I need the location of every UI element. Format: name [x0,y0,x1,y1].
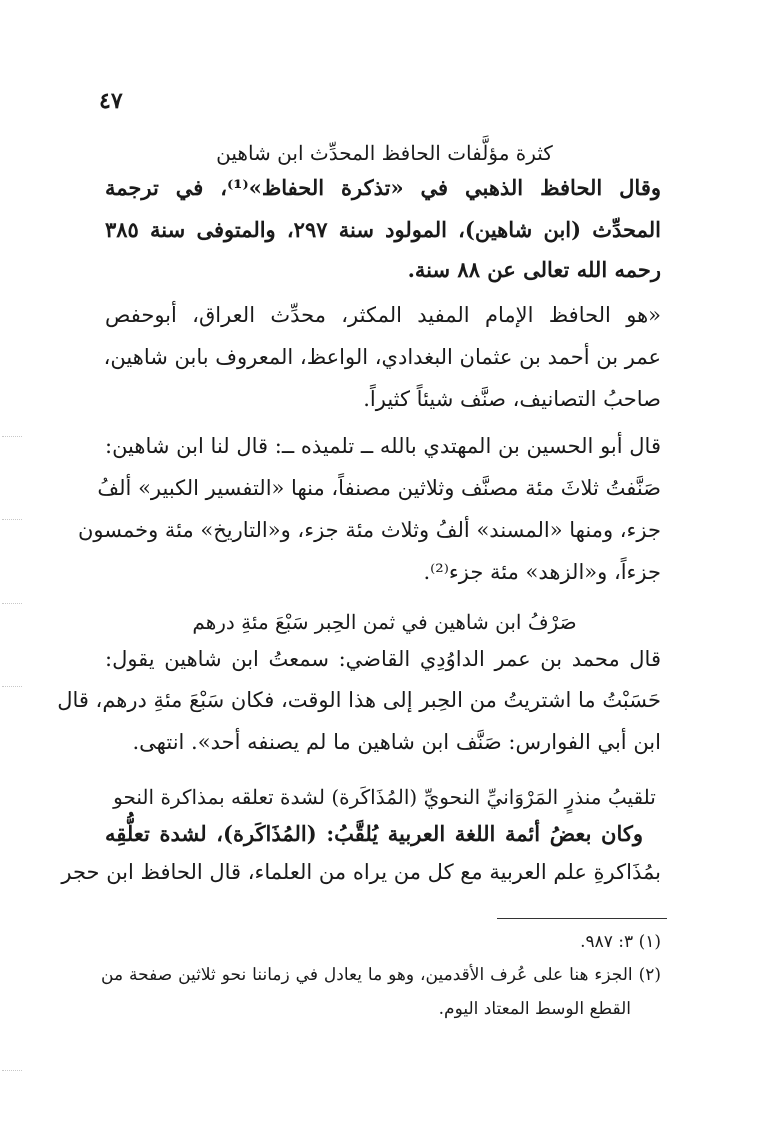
quote-line: صاحبُ التصانيف، صنَّف شيئاً كثيراً. [363,387,661,411]
paragraph-line: قال أبو الحسين بن المهتدي بالله ــ تلميذه ــ: قال لنا ابن شاهين: [105,434,661,458]
section-heading-works: كثرة مؤلَّفات الحافظ المحدِّث ابن شاهين [216,141,553,165]
margin-mark [2,686,22,687]
margin-mark [2,1070,22,1071]
paragraph-line: بمُذَاكرةِ علم العربية مع كل من يراه من العلماء، قال الحافظ ابن حجر [61,860,661,884]
section-heading-ink: صَرْفُ ابن شاهين في ثمن الحِبر سَبْعَ مئةِ درهم [192,610,577,634]
paragraph-line: قال محمد بن عمر الداوُدِي القاضي: سمعتُ ابن شاهين يقول: [105,647,661,671]
paragraph-line: ابن أبي الفوارس: صَنَّف ابن شاهين ما لم يصنفه أحد». انتهى. [132,730,661,754]
section-heading-nickname: تلقيبُ منذرٍ المَرْوَانيِّ النحويِّ (المُذَاكَرة) لشدة تعلقه بمذاكرة النحو [113,785,656,809]
quote-line: «هو الحافظ الإمام المفيد المكثر، محدِّث العراق، أبوحفص [105,303,661,327]
paragraph-line: رحمه الله تعالى عن ٨٨ سنة. [407,257,661,282]
footnote-2: (٢) الجزء هنا على عُرف الأقدمين، وهو ما يعادل في زماننا نحو ثلاثين صفحة من [101,965,661,985]
margin-mark [2,519,22,520]
paragraph-line: حَسَبْتُ ما اشتريتُ من الحِبر إلى هذا الوقت، فكان سَبْعَ مئةِ درهم، قال [57,688,661,712]
quote-line: عمر بن أحمد بن عثمان البغدادي، الواعظ، المعروف بابن شاهين، [103,345,661,369]
page-number: ٤٧ [99,88,123,114]
paragraph-line: جزء، ومنها «المسند» ألفُ وثلاث مئة جزء، و«التاريخ» مئة وخمسون [77,518,661,542]
margin-mark [2,436,22,437]
footnote-2-continued: القطع الوسط المعتاد اليوم. [438,999,631,1019]
paragraph-line: جزءاً، و«الزهد» مئة جزء⁽²⁾. [423,560,661,584]
footnote-1: (١) ٣: ٩٨٧. [580,932,661,952]
paragraph-line: المحدِّث (ابن شاهين)، المولود سنة ٢٩٧، والمتوفى سنة ٣٨٥ [105,217,661,242]
paragraph-line: صَنَّفتُ ثلاثَ مئة مصنَّف وثلاثين مصنفاً، منها «التفسير الكبير» ألفُ [97,476,661,500]
margin-mark [2,603,22,604]
paragraph-line: وقال الحافظ الذهبي في «تذكرة الحفاظ»⁽¹⁾، في ترجمة [105,175,661,200]
paragraph-line: وكان بعضُ أئمة اللغة العربية يُلقَّبُ: (المُذَاكَرة)، لشدة تعلُّقِه [105,821,643,846]
footnote-separator [497,918,667,919]
